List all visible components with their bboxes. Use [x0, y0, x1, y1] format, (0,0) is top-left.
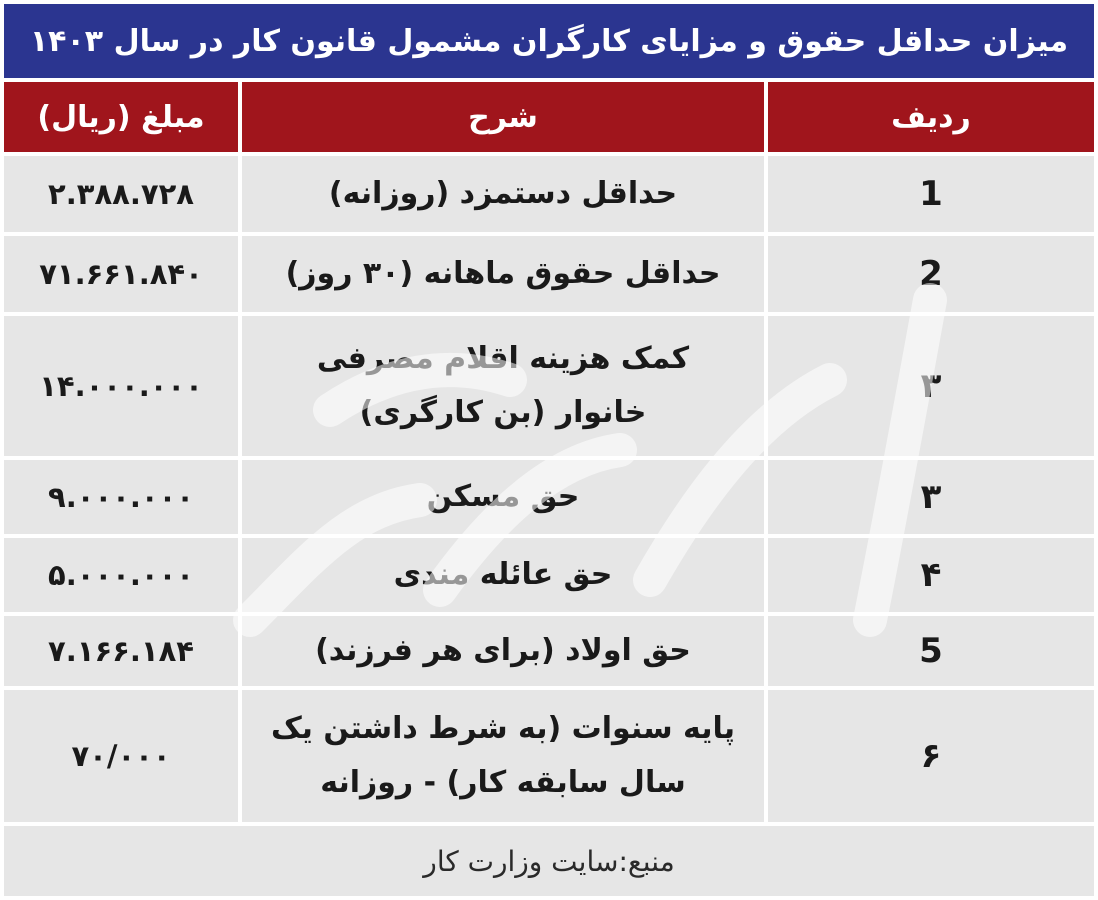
row-amount: ۷.۱۶۶.۱۸۴ [4, 616, 238, 686]
row-description: حق مسکن [242, 460, 764, 534]
row-index: ۳ [768, 460, 1094, 534]
table-row [4, 236, 1094, 312]
source-note: منبع:سایت وزارت کار [4, 826, 1094, 896]
header-index: ردیف [768, 82, 1094, 152]
table-title-bar [4, 4, 1094, 78]
table-row [4, 316, 1094, 456]
table-row [4, 538, 1094, 612]
row-amount: ۱۴.۰۰۰.۰۰۰ [4, 316, 238, 456]
row-index: 5 [768, 616, 1094, 686]
table-header-row [4, 82, 1094, 152]
row-amount: ۷۱.۶۶۱.۸۴۰ [4, 236, 238, 312]
row-description: حق اولاد (برای هر فرزند) [242, 616, 764, 686]
row-index: ۴ [768, 538, 1094, 612]
row-amount: ۵.۰۰۰.۰۰۰ [4, 538, 238, 612]
row-amount: ۹.۰۰۰.۰۰۰ [4, 460, 238, 534]
row-index: 1 [768, 156, 1094, 232]
row-index: ۳ [768, 316, 1094, 456]
row-index: ۶ [768, 690, 1094, 822]
row-amount: ۲.۳۸۸.۷۲۸ [4, 156, 238, 232]
row-description: کمک هزینه اقلام مصرفی خانوار (بن کارگری) [242, 316, 764, 456]
header-amount: مبلغ (ریال) [4, 82, 238, 152]
row-amount: ۷۰/۰۰۰ [4, 690, 238, 822]
table-row [4, 460, 1094, 534]
table-row [4, 616, 1094, 686]
row-index: 2 [768, 236, 1094, 312]
row-description: حداقل دستمزد (روزانه) [242, 156, 764, 232]
header-description: شرح [242, 82, 764, 152]
row-description: حداقل حقوق ماهانه (۳۰ روز) [242, 236, 764, 312]
table-row [4, 156, 1094, 232]
row-description: حق عائله مندی [242, 538, 764, 612]
table-title: میزان حداقل حقوق و مزایای کارگران مشمول قانون کار در سال ۱۴۰۳ [29, 23, 1069, 59]
row-description: پایه سنوات (به شرط داشتن یک سال سابقه کار) - روزانه [242, 690, 764, 822]
table-row [4, 690, 1094, 822]
